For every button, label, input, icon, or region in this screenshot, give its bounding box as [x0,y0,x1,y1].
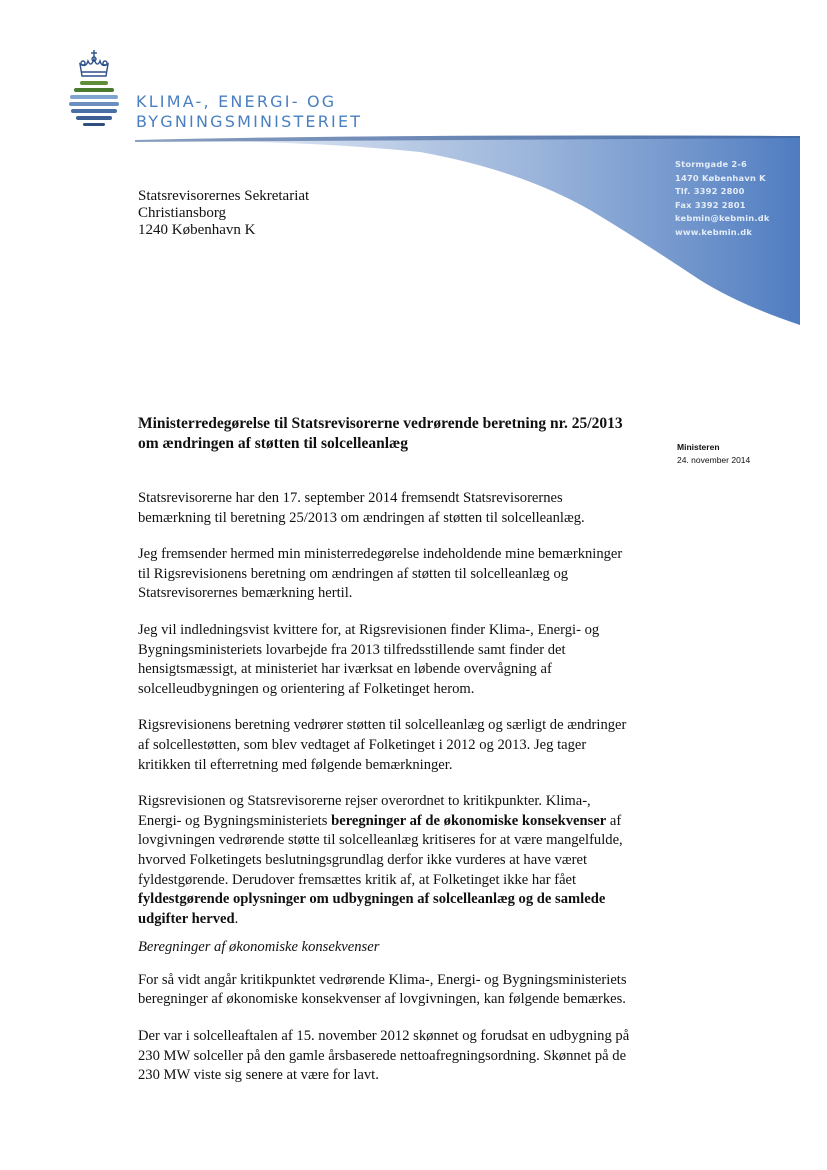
recipient-address [138,188,309,239]
letter-date: 24. november 2014 [677,455,751,465]
paragraph-4: Rigsrevisionens beretning vedrører støtten til solcelleanlæg og særligt de ændringer af solcellestøtten, som blev vedtaget af Folketinget i 2012 og 2013. Jeg tager kritikken til efterretning med følgende bemærkninger. [138,717,627,773]
paragraph-5-part-a: Rigsrevisionen og Statsrevisorerne rejser overordnet to kritikpunkter. Klima-, Energi- og Bygningsministeriets [138,793,591,829]
paragraph-5 [138,792,633,929]
contact-info [675,158,770,239]
contact-street: Stormgade 2-6 [675,159,747,169]
recipient-line1: Statsrevisorernes Sekretariat [138,188,310,204]
paragraph-6: For så vidt angår kritikpunktet vedrørende Klima-, Energi- og Bygningsministeriets beregninger af økonomiske konsekvenser af lovgivningen, kan følgende bemærkes. [138,971,627,1008]
ministry-name-line1: KLIMA-, ENERGI- OG [136,92,337,111]
document-title: Ministerredegørelse til Statsrevisorerne vedrørende beretning nr. 25/2013 om ændringen af støtten til solcelleanlæg [138,415,623,452]
section-heading: Beregninger af økonomiske konsekvenser [138,939,380,956]
contact-fax: Fax 3392 2801 [675,199,746,210]
contact-email[interactable]: kebmin@kebmin.dk [675,213,770,223]
contact-phone: Tlf. 3392 2800 [675,186,745,196]
paragraph-3: Jeg vil indledningsvist kvittere for, at Rigsrevisionen finder Klima-, Energi- og Bygningsministeriets lovarbejde fra 2013 tilfredsstillende samt finder det hensigtsmæssigt, at ministeriet har iværksat en løbende overvågning af solcelleudbygningen og orientering af Folketinget herom. [138,621,600,697]
sender-meta [677,441,750,467]
sender-role: Ministeren [677,442,720,452]
letter-body [138,489,633,1103]
recipient-line2: Christiansborg [138,205,227,221]
paragraph-2: Jeg fremsender hermed min ministerredegørelse indeholdende mine bemærkninger til Rigsrevisionens beretning om ændringen af støtten til solcelleanlæg og Statsrevisorernes bemærkning hertil. [138,546,623,602]
recipient-line3: 1240 København K [138,222,256,238]
contact-website[interactable]: www.kebmin.dk [675,226,753,237]
paragraph-7: Der var i solcelleaftalen af 15. november 2012 skønnet og forudsat en udbygning på 230 MW solceller på den gamle årsbaserede nettoafregningsordning. Skønnet på de 230 MW viste sig senere at være for lavt. [138,1028,630,1084]
paragraph-5-part-c: af lovgivningen vedrørende støtte til solcelleanlæg kritiseres for at være mangelfulde, hvorved Folketingets beslutningsgrundlag derfor ikke vurderes at have været fyldestgørende. Derudover fremsættes kritik af, at Folketinget ikke har fået [138,812,623,888]
ministry-name-line2: BYGNINGSMINISTERIET [136,112,363,131]
paragraph-5-end: . [234,910,239,927]
ministry-name [136,92,362,132]
crown-globe-logo-icon [66,50,122,130]
paragraph-1: Statsrevisorerne har den 17. september 2014 fremsendt Statsrevisorernes bemærkning til beretning 25/2013 om ændringen af støtten til solcelleanlæg. [138,490,585,526]
contact-city: 1470 København K [675,172,766,183]
paragraph-5-bold-a: beregninger af de økonomiske konsekvenser [331,812,607,829]
paragraph-5-bold-b: fyldestgørende oplysninger om udbygningen af solcelleanlæg og de samlede udgifter herved [138,891,606,927]
